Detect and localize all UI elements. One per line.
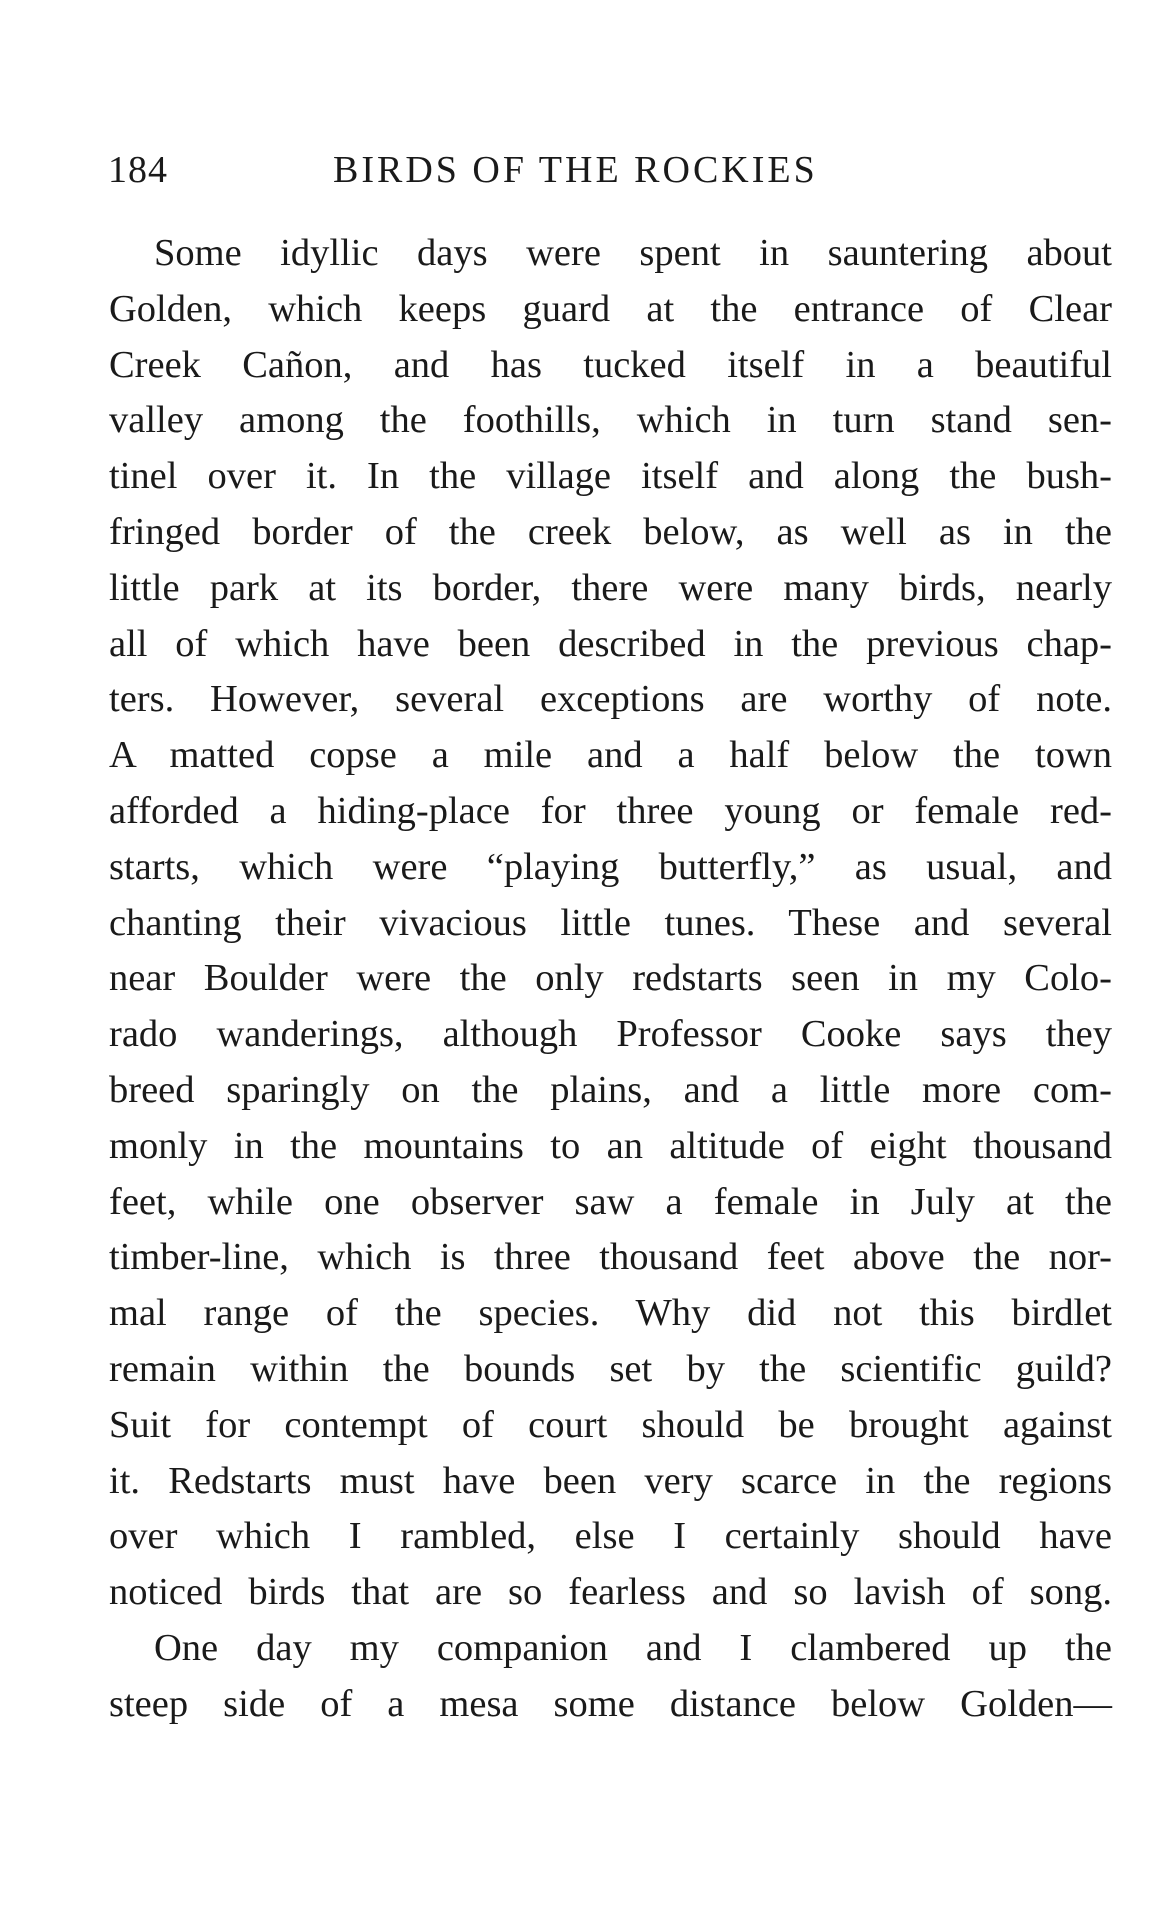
text-line: rado wanderings, although Professor Cooke says they bbox=[109, 1013, 1112, 1056]
text-line: noticed birds that are so fearless and so lavish of song. bbox=[109, 1571, 1112, 1614]
text-line: breed sparingly on the plains, and a little more com- bbox=[109, 1068, 1112, 1111]
text-line: all of which have been described in the previous chap- bbox=[109, 622, 1112, 665]
paragraph-2 bbox=[109, 1621, 1112, 1733]
text-line: chanting their vivacious little tunes. These and several bbox=[109, 901, 1112, 944]
text-line: starts, which were “playing butterfly,” as usual, and bbox=[109, 845, 1112, 888]
running-head bbox=[108, 148, 1110, 200]
text-line: monly in the mountains to an altitude of eight thousand bbox=[109, 1124, 1112, 1167]
text-line: steep side of a mesa some distance below Golden— bbox=[109, 1682, 1112, 1725]
text-line: One day my companion and I clambered up the bbox=[154, 1626, 1112, 1669]
text-line: Golden, which keeps guard at the entrance of Clear bbox=[109, 287, 1112, 330]
text-line: Suit for contempt of court should be brought against bbox=[109, 1403, 1112, 1446]
text-line: afforded a hiding-place for three young or female red- bbox=[109, 789, 1112, 832]
text-line: it. Redstarts must have been very scarce in the regions bbox=[109, 1459, 1112, 1502]
text-line: little park at its border, there were many birds, nearly bbox=[109, 566, 1112, 609]
page-number: 184 bbox=[108, 149, 168, 191]
paragraph-1 bbox=[109, 226, 1112, 1621]
book-title: BIRDS OF THE ROCKIES bbox=[333, 149, 818, 191]
body-text bbox=[109, 226, 1112, 1733]
text-line: mal range of the species. Why did not this birdlet bbox=[109, 1292, 1112, 1335]
text-line: Some idyllic days were spent in sauntering about bbox=[154, 232, 1112, 274]
text-line: Creek Cañon, and has tucked itself in a beautiful bbox=[109, 343, 1112, 386]
text-line: valley among the foothills, which in turn stand sen- bbox=[109, 399, 1112, 442]
text-line: tinel over it. In the village itself and along the bush- bbox=[109, 455, 1112, 498]
text-line: ters. However, several exceptions are worthy of note. bbox=[109, 678, 1112, 721]
text-line: remain within the bounds set by the scientific guild? bbox=[109, 1347, 1112, 1390]
text-line: feet, while one observer saw a female in July at the bbox=[109, 1180, 1112, 1223]
text-line: fringed border of the creek below, as well as in the bbox=[109, 510, 1112, 553]
text-line: timber-line, which is three thousand feet above the nor- bbox=[109, 1236, 1112, 1279]
text-line: near Boulder were the only redstarts seen in my Colo- bbox=[109, 957, 1112, 1000]
text-line: over which I rambled, else I certainly should have bbox=[109, 1515, 1112, 1558]
text-line: A matted copse a mile and a half below the town bbox=[109, 734, 1112, 777]
